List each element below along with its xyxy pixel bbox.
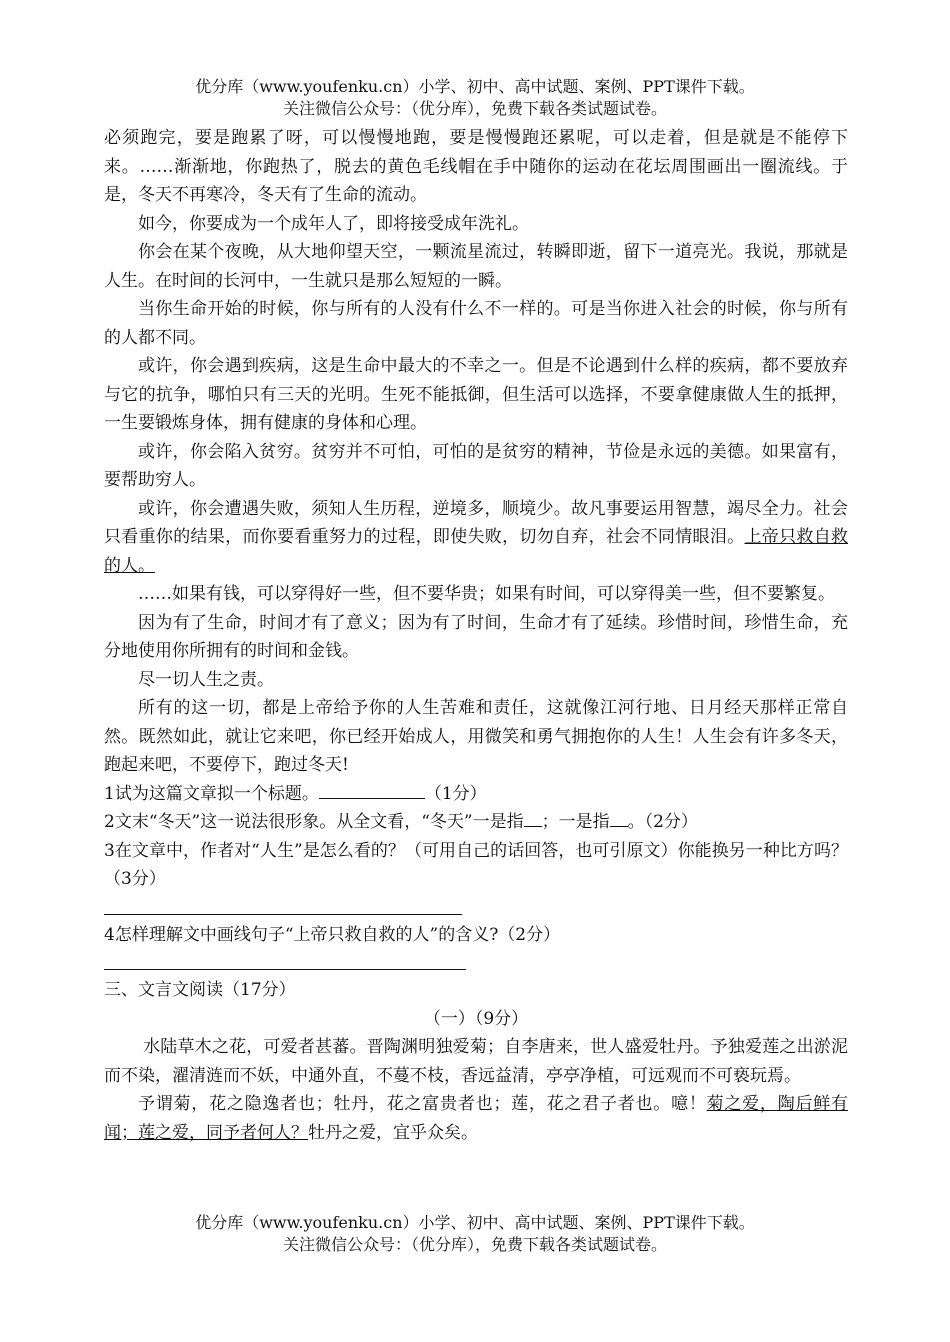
question-1 [104,780,848,809]
answer-blank-2b[interactable] [610,825,628,827]
page-footer [0,1212,950,1256]
answer-space-3 [104,894,848,914]
answer-line-4[interactable] [104,969,466,970]
article-paragraph-6: 或许，你会陷入贫穷。贫穷并不可怕，可怕的是贫穷的精神，节俭是永远的美德。如果富有，要帮助穷人。 [104,441,848,490]
classical-paragraph-2 [104,1090,848,1147]
article-paragraph-8: ……如果有钱，可以穿得好一些，但不要华贵；如果有时间，可以穿得美一些，但不要繁复。 [138,584,835,604]
article-paragraph-11: 所有的这一切，都是上帝给予你的人生苦难和责任，这就像江河行地、日月经天那样正常自然。既然如此，就让它来吧，你已经开始成人，用微笑和勇气拥抱你的人生！人生会有许多冬天，跑起来吧，不要停下，跑过冬天! [104,698,848,775]
footer-line-2: 关注微信公众号：（优分库），免费下载各类试题试卷。 [282,1235,667,1254]
article-paragraph-5: 或许，你会遇到疾病，这是生命中最大的不幸之一。但是不论遇到什么样的疾病，都不要放弃与它的抗争，哪怕只有三天的光明。生死不能抵御，但生活可以选择，不要拿健康做人生的抵押，一生要锻炼身体，拥有健康的身体和心理。 [104,356,848,433]
page-header [0,76,950,120]
answer-blank-1[interactable] [319,797,425,799]
article-paragraph-1: 必须跑完，要是跑累了呀，可以慢慢地跑，要是慢慢跑还累呢，可以走着，但是就是不能停下来。……渐渐地，你跑热了，脱去的黄色毛线帽在手中随你的运动在花坛周围画出一圈流线。于是，冬天不再寒冷，冬天有了生命的流动。 [104,128,848,205]
question-1-text: 1试为这篇文章拟一个标题。 [104,783,319,804]
answer-space-4 [104,949,848,969]
classical-paragraph-2-ending: 牡丹之爱，宜乎众矣。 [308,1122,478,1143]
classical-underlined-sentence: 菊之爱，陶后鲜有闻；莲之爱，同予者何人？ [104,1094,849,1143]
question-3: 3在文章中，作者对“人生”是怎么看的？（可用自己的话回答，也可引原文）你能换另一种比方吗？（3分） [104,840,848,889]
footer-line-1: 优分库（www.youfenku.cn）小学、初中、高中试题、案例、PPT课件下载。 [195,1213,755,1232]
header-line-1: 优分库（www.youfenku.cn）小学、初中、高中试题、案例、PPT课件下载。 [195,77,755,96]
article-paragraph-2: 如今，你要成为一个成年人了，即将接受成年洗礼。 [138,213,529,234]
question-1-points: （1分） [424,783,487,804]
article-paragraph-4: 当你生命开始的时候，你与所有的人没有什么不一样的。可是当你进入社会的时候，你与所有的人都不同。 [104,299,848,348]
section-3-subtitle: （一）（9分） [423,1008,529,1029]
question-2 [104,808,848,837]
header-line-2: 关注微信公众号：（优分库），免费下载各类试题试卷。 [282,99,667,118]
underlined-sentence: 上帝只救自救的人。 [104,527,849,576]
answer-line-3[interactable] [104,914,462,915]
section-3-title: 三、文言文阅读（17分） [104,980,296,1000]
article-paragraph-3: 你会在某个夜晚，从大地仰望天空，一颗流星流过，转瞬即逝，留下一道亮光。我说，那就是人生。在时间的长河中，一生就只是那么短短的一瞬。 [104,242,848,291]
article-paragraph-9: 因为有了生命，时间才有了意义；因为有了时间，生命才有了延续。珍惜时间，珍惜生命，充分地使用你所拥有的时间和金钱。 [104,612,848,661]
question-2-text-b: ；一是指 [541,812,610,832]
classical-paragraph-2-text: 予谓菊，花之隐逸者也；牡丹，花之富贵者也；莲，花之君子者也。噫！ [138,1094,707,1114]
question-2-text-a: 2文末“冬天”这一说法很形象。从全文看，“冬天”一是指 [104,812,524,832]
article-paragraph-10: 尽一切人生之责。 [138,669,274,690]
document-body [104,124,848,1147]
classical-paragraph-1: 水陆草木之花，可爱者甚蕃。晋陶渊明独爱菊；自李唐来，世人盛爱牡丹。予独爱莲之出淤泥而不染，濯清涟而不妖，中通外直，不蔓不枝，香远益清，亭亭净植，可远观而不可亵玩焉。 [104,1037,848,1086]
question-2-text-c: 。（2分） [627,812,698,832]
answer-blank-2a[interactable] [524,825,542,827]
article-paragraph-7-text: 或许，你会遭遇失败，须知人生历程，逆境多，顺境少。故凡事要运用智慧，竭尽全力。社会只看重你的结果，而你要看重努力的过程，即使失败，切勿自弃，社会不同情眼泪。 [104,498,848,547]
question-4: 4怎样理解文中画线句子“上帝只救自救的人”的含义?（2分） [104,924,561,945]
article-paragraph-7 [104,495,848,581]
